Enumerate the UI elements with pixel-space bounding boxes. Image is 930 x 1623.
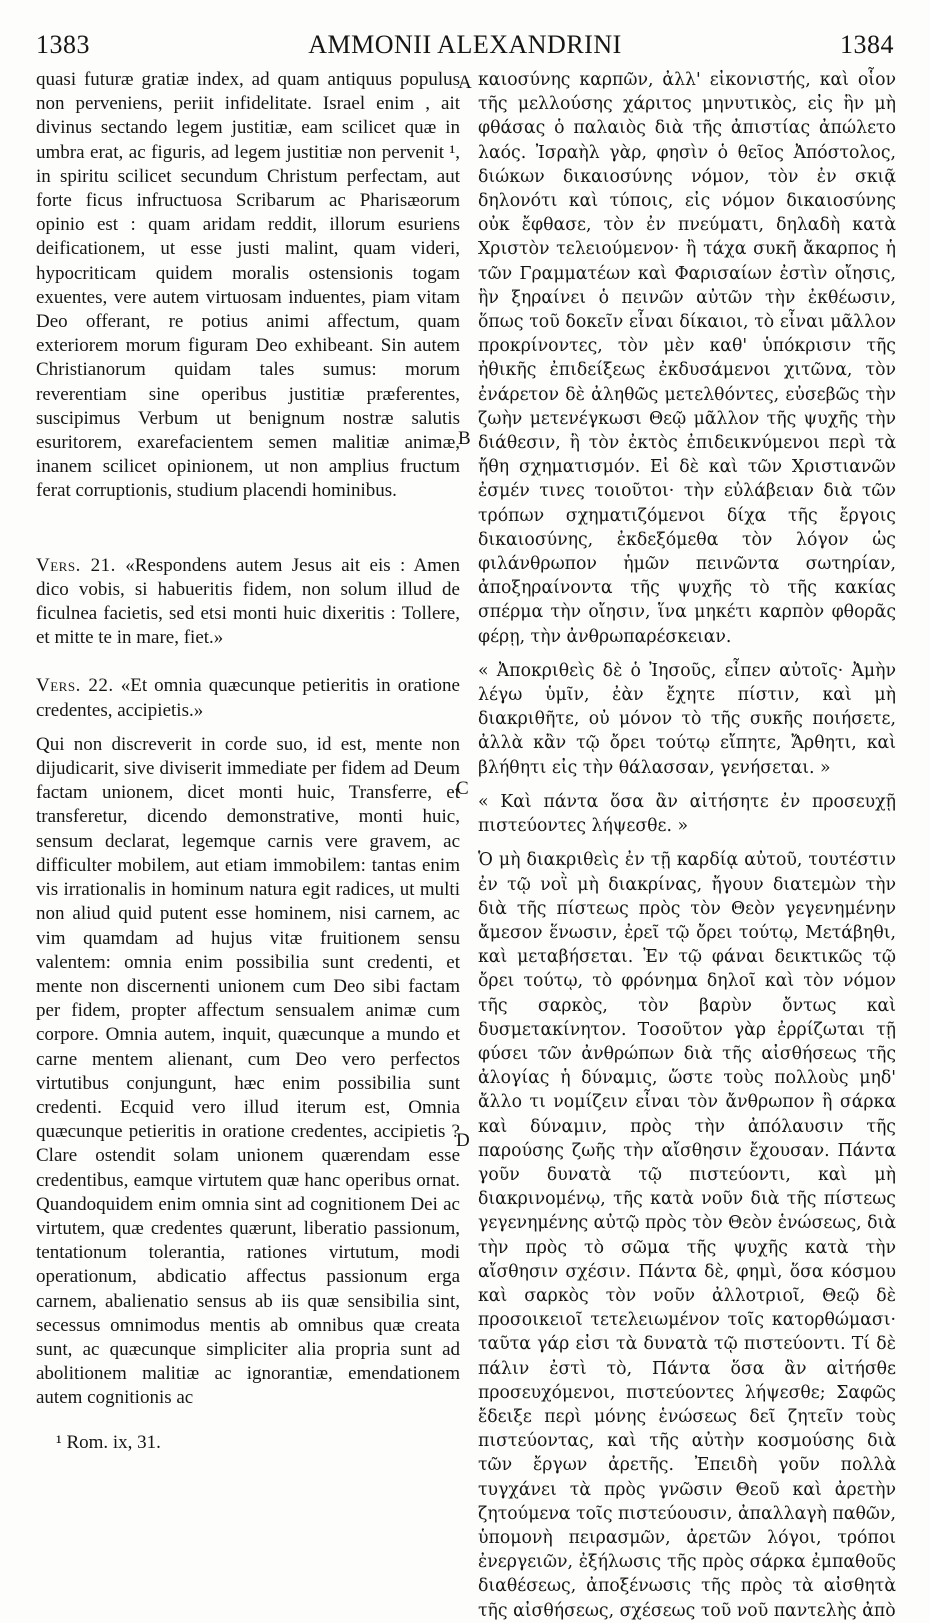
margin-marker-b: B [458,428,471,449]
running-title: AMMONII ALEXANDRINI [308,30,622,59]
verse-21-text: «Respondens autem Jesus ait eis : Amen dico vobis, si habueritis fidem, non solum illud de ficulnea facietis, sed etsi monti huic dixeritis : Tollere, et mitte te in mare, fiet.» [36,554,460,649]
greek-verse-22: « Καὶ πάντα ὅσα ἂν αἰτήσητε ἐν προσευχῇ πιστεύοντες λήψεσθε. » [478,791,896,837]
running-header [36,30,894,64]
verse-22-text: «Et omnia quæcunque petieritis in oratione credentes, accipietis.» [36,675,460,721]
margin-marker-a: A [458,72,472,93]
latin-paragraph-2: Qui non discreverit in corde suo, id est, mente non dijudicarit, sive diviserit immediate per fidem ad Deum factam unionem, dicet monti huic, Transferre, et transferetur, dicendo demonstrative, monti huic, sensum declarat, legemque carnis vere gravem, ac difficulter mobilem, aut etiam immobilem: tantas enim vis irrationalis in hominum natura egit radices, ut multi non aliud quid putent esse hominem, nisi carnem, ac vim quamdam ad hujus vitæ fruitionem sensu valentem: omnia enim possibilia sunt credenti, et mente non discernenti unionem cum Deo sibi factam per fidem, propter affectum sensualem animæ cum corpore. Omnia autem, inquit, quæcunque a mundo et carne mentem alienant, cum Deo vero perfectos virtutibus conjungunt, hæc enim possibilia sunt credenti. Ecquid vero illud iterum est, Omnia quæcunque petieritis in oratione credentes, accipietis ? Clare ostendit solam unionem quærendam esse credentibus, eamque virtutem quæ hanc operibus ornat. Quandoquidem enim omnia sint ad cognitionem Dei ac virtutem, quæ credentes quærunt, liberatio passionum, tentationum tolerantia, rationes virtutum, modi operationum, abdicatio affectus passionum erga carnem, abalienatio sensus ab iis quæ sensibilia sint, secessus omnimodus mentis ab omnibus quæ creata sunt, ac quæcunque simpliciter alia propria sunt ad abolitionem malitiæ ac ignorantiæ, emendationem autem cognitionis ac [36,733,460,1409]
verse-22-label: Vers. 22. [36,675,114,697]
verse-21-label: Vers. 21. [36,554,116,576]
greek-column [478,68,896,1623]
latin-paragraph-1: quasi futuræ gratiæ index, ad quam antiquus populus non perveniens, periit infidelitate. Israel enim , ait divinus sectando legem justitiæ, eam scilicet quæ in umbra erat, ac figuris, ad legem justitiæ non pervenit ¹, in spiritu scilicet secundum Christum perfectam, aut forte ficus infructuosa Scribarum ac Pharisæorum opinio est : quam aridam reddit, illorum esuriens deificationem, ut esse justi malint, quam videri, hypocriticam quidem moralis ostensionis togam exuentes, vere autem virtuosam induentes, piam vitam Deo offerant, re potius animi affectum, quam exteriorem morum figuram Deo exhibeant. Sin autem Christianorum quidam tales sumus: morum reverentiam sine operibus justitiæ præferentes, suscipimus Verbum ut benignum nostræ salutis esuritorem, exarefacientem semen malitiæ animæ, inanem scilicet opinionem, ut non amplius fructum ferat corruptionis, studium placendi hominibus. [36,69,460,502]
latin-verse-22 [36,674,460,722]
margin-marker-d: D [456,1130,470,1151]
greek-verse-21: « Ἀποκριθεὶς δὲ ὁ Ἰησοῦς, εἶπεν αὐτοῖς· Ἀμὴν λέγω ὑμῖν, ἐὰν ἔχητε πίστιν, καὶ μὴ διακριθῆτε, οὐ μόνον τὸ τῆς συκῆς ποιήσετε, ἀλλὰ κἂν τῷ ὄρει τούτῳ εἴπητε, Ἄρθητι, καὶ βλήθητι εἰς τὴν θάλασσαν, γενήσεται. » [478,660,896,778]
page-number-right: 1384 [840,30,894,59]
margin-marker-c: C [456,778,469,799]
page-number-left: 1383 [36,30,90,59]
latin-verse-21 [36,554,460,651]
footnote: ¹ Rom. ix, 31. [56,1432,161,1453]
greek-paragraph-2: Ὁ μὴ διακριθεὶς ἐν τῇ καρδίᾳ αὐτοῦ, τουτέστιν ἐν τῷ νοῒ μὴ διακρίνας, ἤγουν διατεμὼν τὴν διὰ τῆς πίστεως πρὸς τὸν Θεὸν γεγενημένην ἄμεσον ἕνωσιν, ἐρεῖ τῷ ὄρει τούτῳ, Μετάβηθι, καὶ μεταβήσεται. Ἐν τῷ φάναι δεικτικῶς τῷ ὄρει τούτῳ, τὸ φρόνημα δηλοῖ καὶ τὸν νόμον τῆς σαρκὸς, τὸν βαρὺν ὄντως καὶ δυσμετακίνητον. Τοσοῦτον γὰρ ἐρρίζωται τῇ φύσει τῶν ἀνθρώπων διὰ τῆς αἰσθήσεως τῆς ἀλογίας ἡ δύναμις, ὥστε τοὺς πολλοὺς μηδ' ἄλλο τι νομίζειν εἶναι τὸν ἄνθρωπον ἢ σάρκα καὶ δύναμιν, πρὸς τὴν ἀπόλαυσιν τῆς παρούσης ζωῆς τὴν αἴσθησιν ἔχουσαν. Πάντα γοῦν δυνατὰ τῷ πιστεύοντι, καὶ μὴ διακρινομένῳ, τῆς κατὰ νοῦν διὰ τῆς πίστεως γεγενημένης αὐτῷ πρὸς τὸν Θεὸν ἑνώσεως, διὰ τὴν πρὸς τὸ σῶμα τῆς ψυχῆς κατὰ τὴν αἴσθησιν σχέσιν. Πάντα δὲ, φημὶ, ὅσα κόσμου καὶ σαρκὸς τὸν νοῦν ἀλλοτριοῖ, Θεῷ δὲ προσοικειοῖ τετελειωμένον τοῖς κατορθώμασι· ταῦτα γάρ εἰσι τὰ δυνατὰ τῷ πιστεύοντι. Τί δὲ πάλιν ἐστὶ τὸ, Πάντα ὅσα ἂν αἰτήσθε προσευχόμενοι, πιστεύοντες λήψεσθε; Σαφῶς ἔδειξε περὶ μόνης ἑνώσεως δεῖ ζητεῖν τοὺς πιστεύοντας, καὶ τῆς αὐτὴν κοσμούσης διὰ τῶν ἔργων ἀρετῆς. Ἐπειδὴ γοῦν πολλὰ τυγχάνει τὰ πρὸς γνῶσιν Θεοῦ καὶ ἀρετὴν ζητούμενα τοῖς πιστεύουσιν, ἀπαλλαγὴ παθῶν, ὑπομονὴ πειρασμῶν, ἀρετῶν λόγοι, τρόποι ἐνεργειῶν, ἐξήλωσις τῆς πρὸς σάρκα ἐμπαθοῦς διαθέσεως, ἀποξένωσις τῆς πρὸς τὰ αἰσθητὰ τῆς αἰσθήσεως, σχέσεως τοῦ νοῦ παντελὴς ἀπὸ [478,850,896,1621]
greek-paragraph-1: καιοσύνης καρπῶν, ἀλλ' εἰκονιστής, καὶ οἷον τῆς μελλούσης χάριτος μηνυτικὸς, εἰς ἣν μὴ φθάσας ὁ παλαιὸς διὰ τῆς ἀπιστίας ἀπώλετο λαός. Ἰσραὴλ γὰρ, φησὶν ὁ θεῖος Ἀπόστολος, διώκων δικαιοσύνης νόμον, τὸν ἐν σκιᾷ δηλονότι καὶ τύποις, εἰς νόμον δικαιοσύνης οὐκ ἔφθασε, τὸν ἐν πνεύματι, δηλαδὴ κατὰ Χριστὸν τελειούμενον· ἢ τάχα συκῆ ἄκαρπος ἡ τῶν Γραμματέων καὶ Φαρισαίων ἐστὶν οἴησις, ἣν ξηραίνει ὁ πεινῶν αὐτῶν τὴν ἐκθέωσιν, ὅπως τοῦ δοκεῖν εἶναι δίκαιοι, τὸ εἶναι μᾶλλον προκρίνοντες, τὸν μὲν καθ' ὑπόκρισιν τῆς ἠθικῆς ἐπιδείξεως ἐκδυσάμενοι χιτῶνα, τὸν ἐνάρετον δὲ ἀληθῶς μετελθόντες, εὐσεβῶς τὴν ζωὴν μετενέγκωσι Θεῷ μᾶλλον τῆς ψυχῆς τὴν διάθεσιν, ἢ τὸν ἐκτὸς ἐπιδεικνύμενοι περὶ τὰ ἤθη σχηματισμόν. Εἰ δὲ καὶ τῶν Χριστιανῶν ἐσμέν τινες τοιοῦτοι· τὴν εὐλάβειαν διὰ τῶν τρόπων σχηματιζόμενοι δίχα τῆς ἔργοις δικαιοσύνης, ἐκδεξόμεθα τὸν λόγον ὡς φιλάνθρωπον ἡμῶν πεινῶντα σωτηρίαν, ἀποξηραίνοντα τῆς ψυχῆς τὸ τῆς κακίας σπέρμα τὴν οἴησιν, ἵνα μηκέτι καρπὸν φθορᾶς φέρῃ, τὴν ἀνθρωπαρέσκειαν. [478,70,896,647]
latin-column [36,68,460,1411]
